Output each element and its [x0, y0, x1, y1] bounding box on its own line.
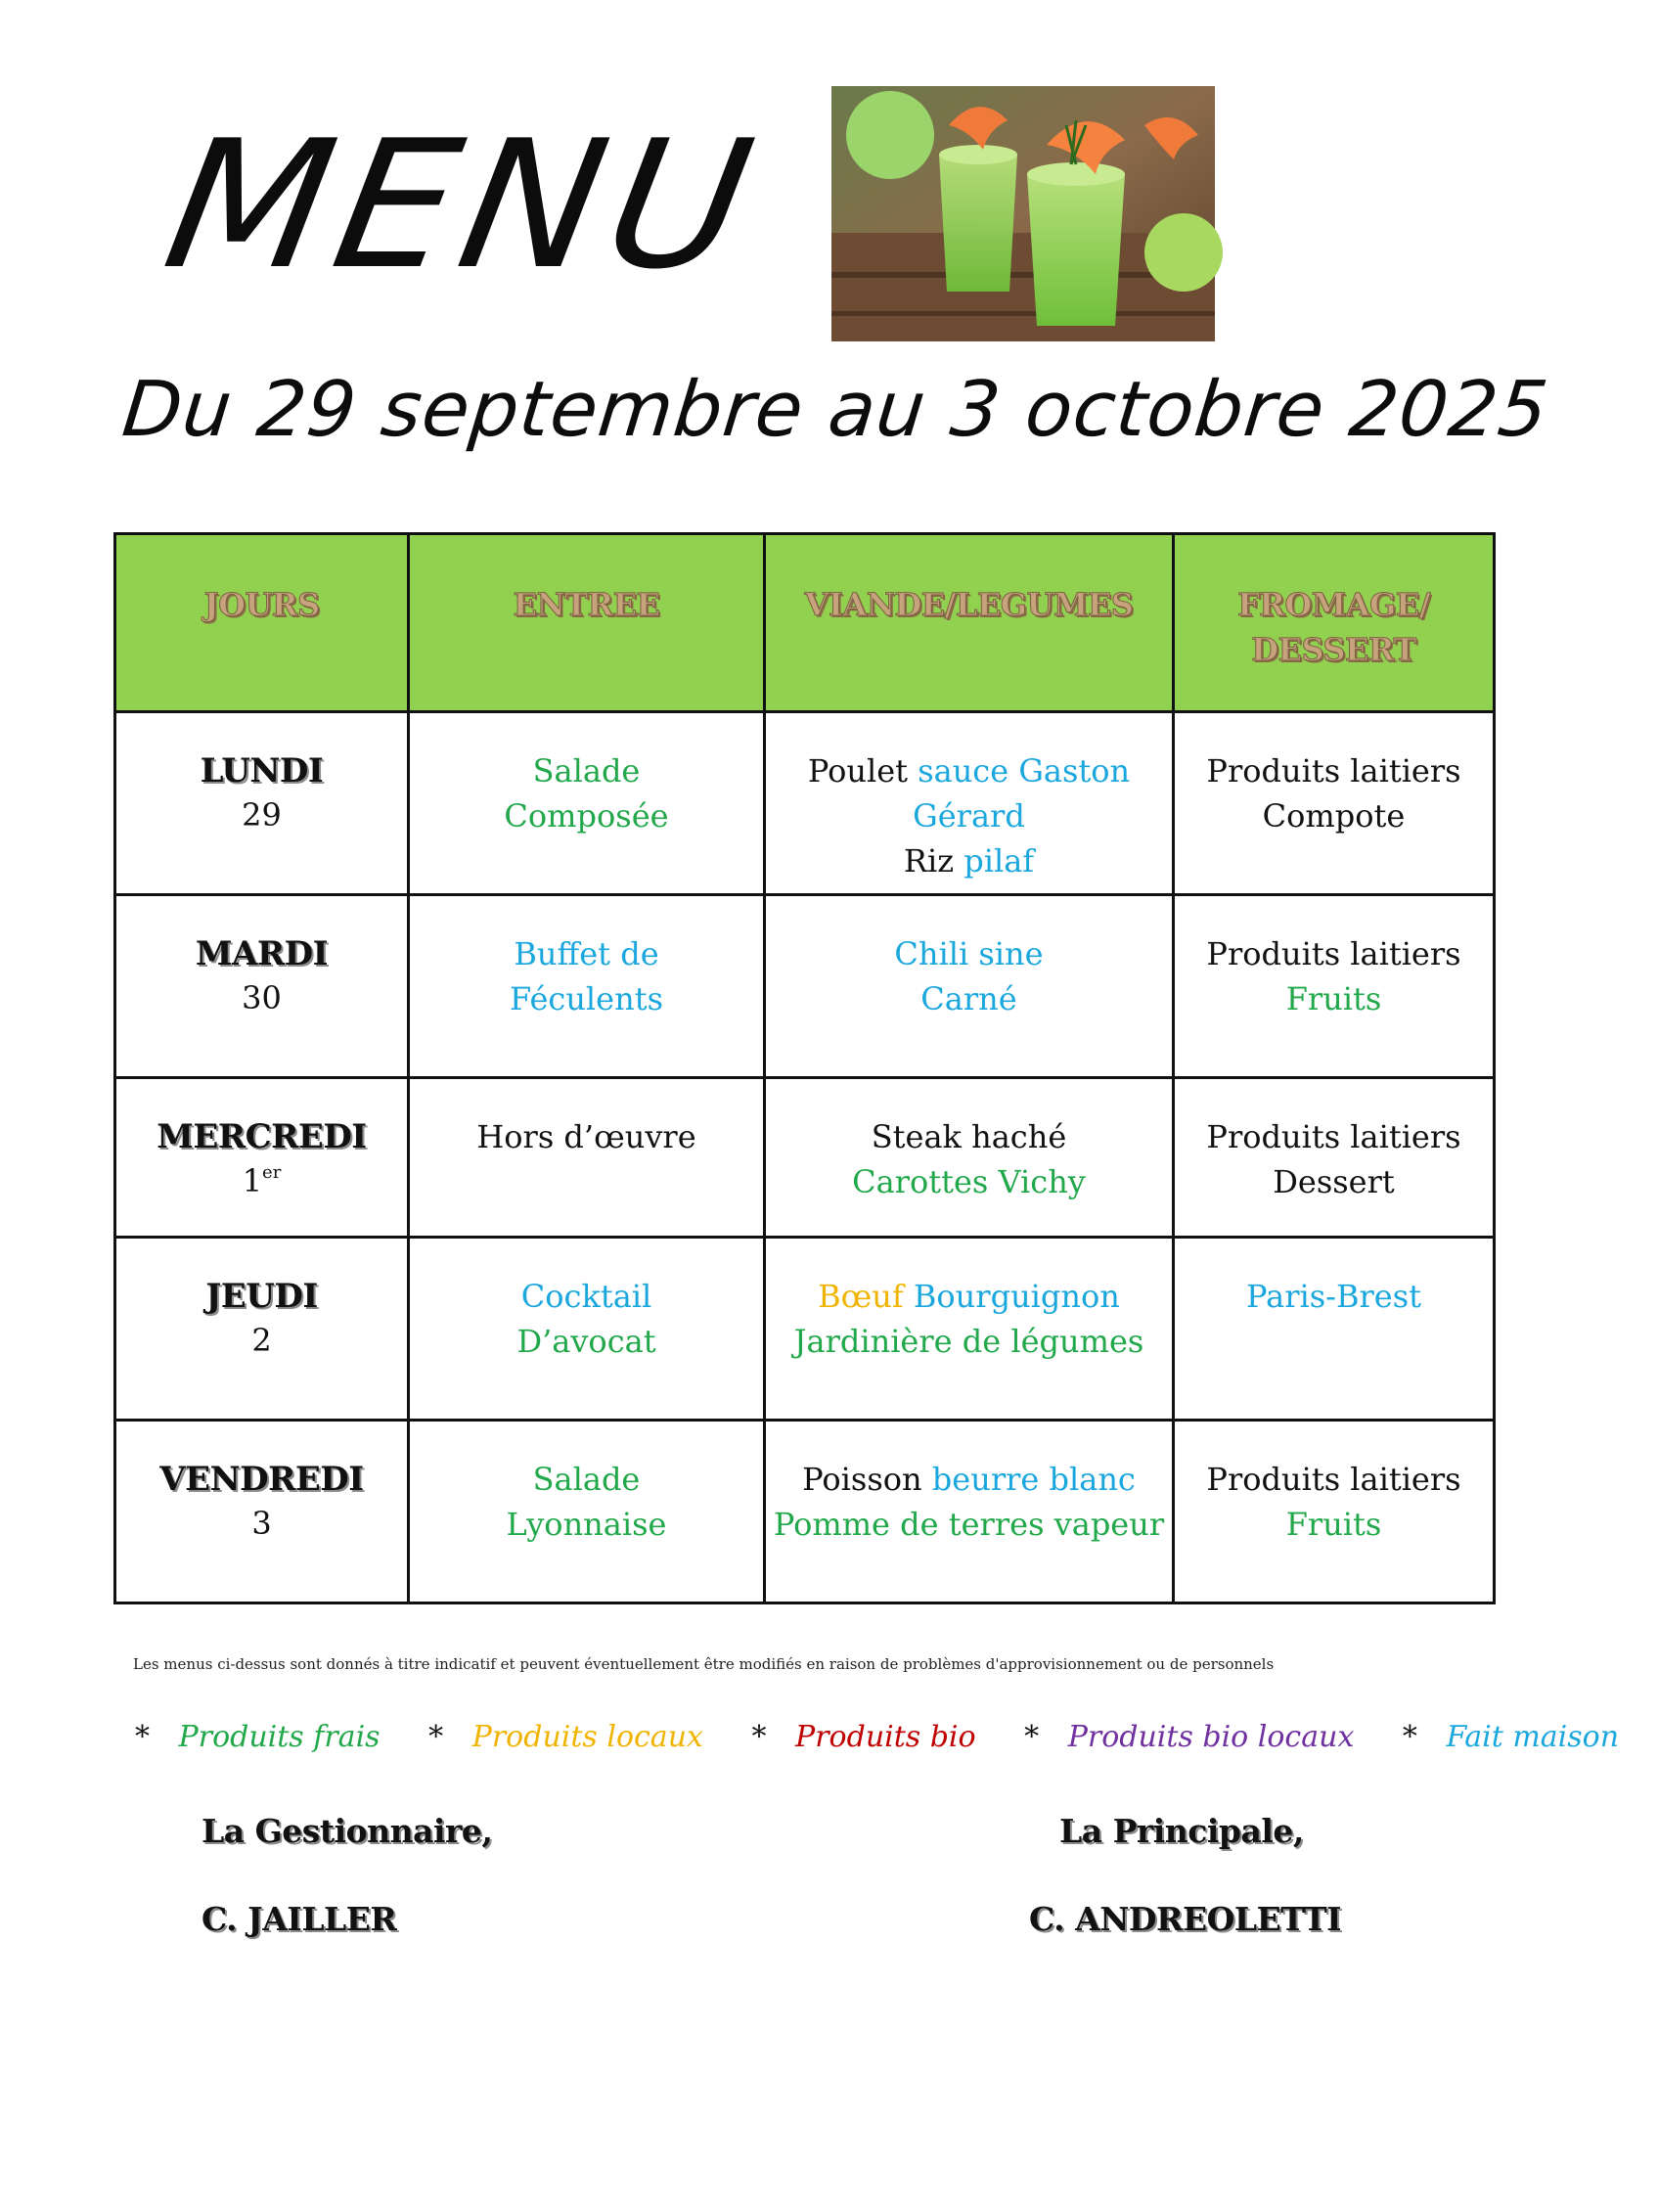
viande-text: Bourguignon: [903, 1278, 1120, 1315]
page-title: MENU: [152, 102, 773, 308]
dessert-line: Fruits: [1285, 1506, 1382, 1543]
viande-cell: [765, 1078, 1174, 1238]
entree-line: D’avocat: [516, 1323, 656, 1360]
entree-line: Féculents: [510, 980, 663, 1017]
entree-cell: [409, 1238, 765, 1421]
header-fromage-dessert: [1174, 534, 1495, 712]
viande-text: Riz: [903, 842, 964, 880]
legend-star: *: [1402, 1720, 1417, 1754]
viande-text: Poisson: [802, 1461, 932, 1498]
table-row: [115, 895, 1495, 1078]
viande-text: Carné: [920, 980, 1017, 1017]
viande-cell: [765, 1238, 1174, 1421]
dessert-line: Produits laitiers: [1206, 1461, 1461, 1498]
legend-star: *: [428, 1720, 444, 1754]
viande-text: Gérard: [913, 797, 1025, 835]
avocado-shrimp-cocktail-photo: [831, 86, 1215, 341]
viande-cell: [765, 712, 1174, 895]
legend-label: Produits locaux: [471, 1720, 703, 1754]
date-range: Du 29 septembre au 3 octobre 2025: [118, 366, 1553, 454]
viande-text: Jardinière de légumes: [793, 1323, 1144, 1360]
day-cell: [115, 895, 409, 1078]
dessert-cell: [1174, 712, 1495, 895]
entree-cell: [409, 1078, 765, 1238]
legend-label: Produits bio locaux: [1067, 1720, 1355, 1754]
legend-label: Fait maison: [1446, 1720, 1620, 1754]
entree-line: Salade: [532, 1461, 641, 1498]
table-row: [115, 1421, 1495, 1603]
day-date: 29: [242, 796, 282, 834]
day-name: LUNDI: [200, 751, 324, 790]
table-row: [115, 1078, 1495, 1238]
entree-cell: [409, 712, 765, 895]
signature-right-title: La Principale,: [1059, 1812, 1304, 1850]
dessert-line: Compote: [1262, 797, 1406, 835]
legend-item-bio-locaux: [1024, 1720, 1373, 1754]
viande-cell: [765, 895, 1174, 1078]
dessert-line: Produits laitiers: [1206, 935, 1461, 972]
dessert-line: Produits laitiers: [1206, 752, 1461, 790]
viande-text: Pomme de terres vapeur: [773, 1506, 1165, 1543]
dessert-cell: [1174, 895, 1495, 1078]
viande-text: Carottes Vichy: [852, 1163, 1086, 1200]
viande-text: Poulet: [807, 752, 919, 790]
dessert-cell: [1174, 1078, 1495, 1238]
day-name: MARDI: [195, 934, 329, 973]
disclaimer-text: Les menus ci-dessus sont donnés à titre indicatif et peuvent éventuellement être modifiés en raison de problèmes d'approvisionnement ou de personnels: [133, 1655, 1275, 1673]
day-date-number: 1: [242, 1162, 263, 1199]
day-cell: [115, 712, 409, 895]
signature-right-name: C. ANDREOLETTI: [1029, 1900, 1342, 1938]
dessert-line: Fruits: [1285, 980, 1382, 1017]
legend-item-locaux: [428, 1720, 723, 1754]
menu-table: [113, 532, 1496, 1604]
signature-left-title: La Gestionnaire,: [202, 1812, 493, 1850]
dessert-line: Dessert: [1273, 1163, 1395, 1200]
day-date: 30: [242, 979, 282, 1016]
header-jours: JOURS: [115, 534, 409, 712]
day-date-suffix: er: [262, 1162, 282, 1183]
legend-item-maison: [1403, 1720, 1638, 1754]
day-date: 3: [251, 1505, 272, 1542]
legend-item-bio: [751, 1720, 995, 1754]
viande-text: pilaf: [963, 842, 1035, 880]
entree-line: Composée: [504, 797, 669, 835]
entree-cell: [409, 1421, 765, 1603]
day-name: VENDREDI: [159, 1460, 364, 1499]
legend-label: Produits frais: [178, 1720, 381, 1754]
day-name: JEUDI: [205, 1277, 318, 1316]
entree-cell: [409, 895, 765, 1078]
legend-item-frais: [135, 1720, 400, 1754]
day-date: [117, 1159, 406, 1202]
viande-text: beurre blanc: [931, 1461, 1136, 1498]
header-fromage-line2: DESSERT: [1251, 631, 1416, 668]
day-cell: [115, 1238, 409, 1421]
legend-star: *: [751, 1720, 767, 1754]
day-name: MERCREDI: [157, 1117, 367, 1156]
day-cell: [115, 1078, 409, 1238]
header-viande-legumes: VIANDE/LEGUMES: [765, 534, 1174, 712]
day-date: 2: [251, 1322, 272, 1359]
table-row: [115, 1238, 1495, 1421]
entree-line: Hors d’œuvre: [476, 1118, 696, 1155]
legend-star: *: [135, 1720, 150, 1754]
viande-text: Bœuf: [818, 1278, 904, 1315]
dessert-cell: [1174, 1421, 1495, 1603]
header-entree: ENTREE: [409, 534, 765, 712]
legend-star: *: [1024, 1720, 1040, 1754]
entree-line: Lyonnaise: [506, 1506, 667, 1543]
viande-text: Chili sine: [894, 935, 1044, 972]
legend-label: Produits bio: [795, 1720, 976, 1754]
entree-line: Salade: [532, 752, 641, 790]
table-header-row: [115, 534, 1495, 712]
table-row: [115, 712, 1495, 895]
dessert-cell: [1174, 1238, 1495, 1421]
entree-line: Cocktail: [520, 1278, 652, 1315]
day-cell: [115, 1421, 409, 1603]
dessert-line: Produits laitiers: [1206, 1118, 1461, 1155]
viande-cell: [765, 1421, 1174, 1603]
dessert-line: Paris-Brest: [1246, 1278, 1421, 1315]
entree-line: Buffet de: [514, 935, 659, 972]
viande-text: sauce Gaston: [918, 752, 1131, 790]
viande-text: Steak haché: [871, 1118, 1067, 1155]
signature-left-name: C. JAILLER: [202, 1900, 397, 1938]
header-fromage-line1: FROMAGE/: [1237, 586, 1430, 623]
legend: [135, 1720, 1658, 1754]
